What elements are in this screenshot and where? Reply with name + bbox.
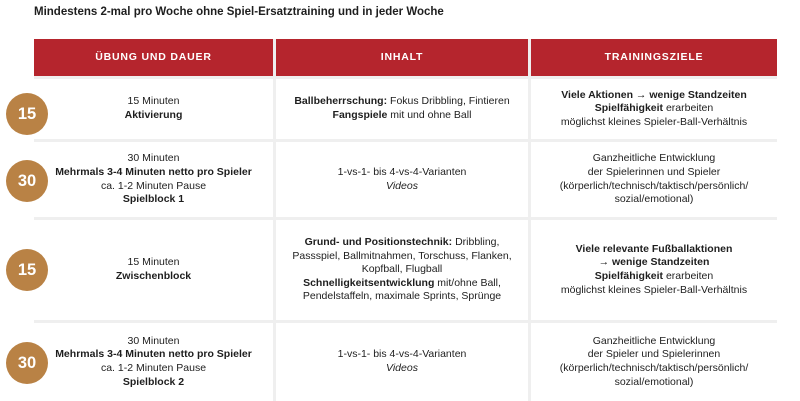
row1-content-term2: Fangspiele: [332, 109, 388, 121]
table-row-1-ziele: [531, 79, 777, 139]
duration-badge-row4-value: 30: [17, 353, 37, 372]
row1-goal-line3: möglichst kleines Spieler-Ball-Verhältnis: [560, 115, 748, 128]
row1-duration: 15 Minuten: [127, 95, 180, 108]
row3-goal-text: erarbeiten: [663, 270, 714, 282]
row2-duration: 30 Minuten: [127, 152, 180, 165]
row1-goal-text: erarbeiten: [663, 102, 714, 115]
header-col-inhalt: [276, 39, 528, 76]
table-row-2-uebung: [34, 142, 273, 217]
row4-pause: ca. 1-2 Minuten Pause: [100, 362, 207, 374]
row3-content-line1: [276, 236, 528, 250]
row1-block-name: Aktivierung: [124, 109, 183, 121]
row1-goal-line2: [531, 102, 777, 116]
table-row-4-inhalt: [276, 323, 528, 401]
row3-block-name: Zwischenblock: [115, 270, 192, 282]
row3-goal-line3: [531, 270, 777, 284]
row3-content-line4: [276, 277, 528, 291]
row3-content-text2: mit/ohne Ball,: [434, 276, 501, 289]
duration-badge-row2-value: 30: [17, 171, 37, 190]
row1-content-term1: Ballbeherrschung:: [294, 95, 388, 108]
row3-goal-line2: → wenige Standzeiten: [598, 256, 710, 269]
duration-badge-row4: [6, 342, 48, 384]
row4-duration: 30 Minuten: [127, 334, 180, 347]
row4-goal-line1: Ganzheitliche Entwicklung: [592, 334, 716, 347]
row2-goal-line2: der Spielerinnen und Spieler: [587, 165, 721, 178]
header-col-uebung: [34, 39, 273, 76]
row3-content-line2: Passspiel, Ballmitnahmen, Torschuss, Flanken,: [292, 249, 512, 262]
header-col-uebung-label: ÜBUNG UND DAUER: [95, 50, 212, 63]
row2-videos: Videos: [386, 179, 418, 192]
duration-badge-row1: [6, 93, 48, 135]
table-row-2-inhalt: [276, 142, 528, 217]
row2-block-name: Spielblock 1: [122, 193, 185, 206]
row3-content-line3: Kopfball, Flugball: [361, 263, 443, 276]
row4-goal-line2: der Spieler und Spielerinnen: [587, 348, 721, 361]
row3-goal-line4: möglichst kleines Spieler-Ball-Verhältnis: [560, 283, 748, 296]
row3-duration: 15 Minuten: [127, 256, 180, 269]
table-row-1-inhalt: [276, 79, 528, 139]
table-row-3-uebung: [34, 220, 273, 320]
row4-block-name: Spielblock 2: [122, 375, 185, 388]
row2-detail: Mehrmals 3-4 Minuten netto pro Spieler: [55, 165, 252, 178]
duration-badge-row2: [6, 160, 48, 202]
row1-goal-term: Spielfähigkeit: [594, 102, 664, 115]
row4-content-line1: 1-vs-1- bis 4-vs-4-Varianten: [337, 348, 467, 361]
header-col-trainingsziele: [531, 39, 777, 76]
header-col-trainingsziele-label: TRAININGSZIELE: [604, 50, 704, 63]
row4-goal-line4: sozial/emotional): [614, 375, 694, 388]
row2-content-line1: 1-vs-1- bis 4-vs-4-Varianten: [337, 165, 467, 178]
row3-content-term2: Schnelligkeitsentwicklung: [303, 276, 435, 289]
table-row-4-ziele: [531, 323, 777, 401]
table-row-3-inhalt: [276, 220, 528, 320]
page-title: Mindestens 2-mal pro Woche ohne Spiel-Ersatztraining und in jeder Woche: [34, 6, 444, 18]
row2-pause: ca. 1-2 Minuten Pause: [100, 179, 207, 192]
row1-content-line2: [276, 109, 528, 123]
row1-content-line1: [276, 95, 528, 109]
row1-content-text2: mit und ohne Ball: [387, 109, 472, 121]
duration-badge-row3-value: 15: [17, 260, 37, 279]
row4-videos: Videos: [386, 362, 418, 374]
table-row-4-uebung: [34, 323, 273, 401]
table-row-3-ziele: [531, 220, 777, 320]
table-row-1-uebung: [34, 79, 273, 139]
row3-goal-line1: Viele relevante Fußballaktionen: [575, 242, 733, 255]
table-row-2-ziele: [531, 142, 777, 217]
row2-goal-line1: Ganzheitliche Entwicklung: [592, 152, 716, 165]
row3-content-term1: Grund- und Positionstechnik:: [304, 236, 453, 249]
row1-goal-line1: Viele Aktionen → wenige Standzeiten: [561, 88, 747, 101]
row2-goal-line4: sozial/emotional): [614, 193, 694, 206]
row3-content-line5: Pendelstaffeln, maximale Sprints, Sprünge: [302, 290, 502, 303]
training-table: [34, 39, 777, 401]
row4-goal-line3: (körperlich/technisch/taktisch/persönlich/: [559, 362, 749, 374]
row3-content-text1: Dribbling,: [452, 236, 500, 249]
duration-badge-row3: [6, 249, 48, 291]
row2-goal-line3: (körperlich/technisch/taktisch/persönlich/: [559, 179, 749, 192]
row4-detail: Mehrmals 3-4 Minuten netto pro Spieler: [55, 348, 252, 361]
row1-content-text1: Fokus Dribbling, Fintieren: [387, 95, 510, 108]
duration-badge-row1-value: 15: [17, 104, 37, 123]
row3-goal-term: Spielfähigkeit: [594, 270, 664, 282]
header-col-inhalt-label: INHALT: [380, 50, 424, 63]
